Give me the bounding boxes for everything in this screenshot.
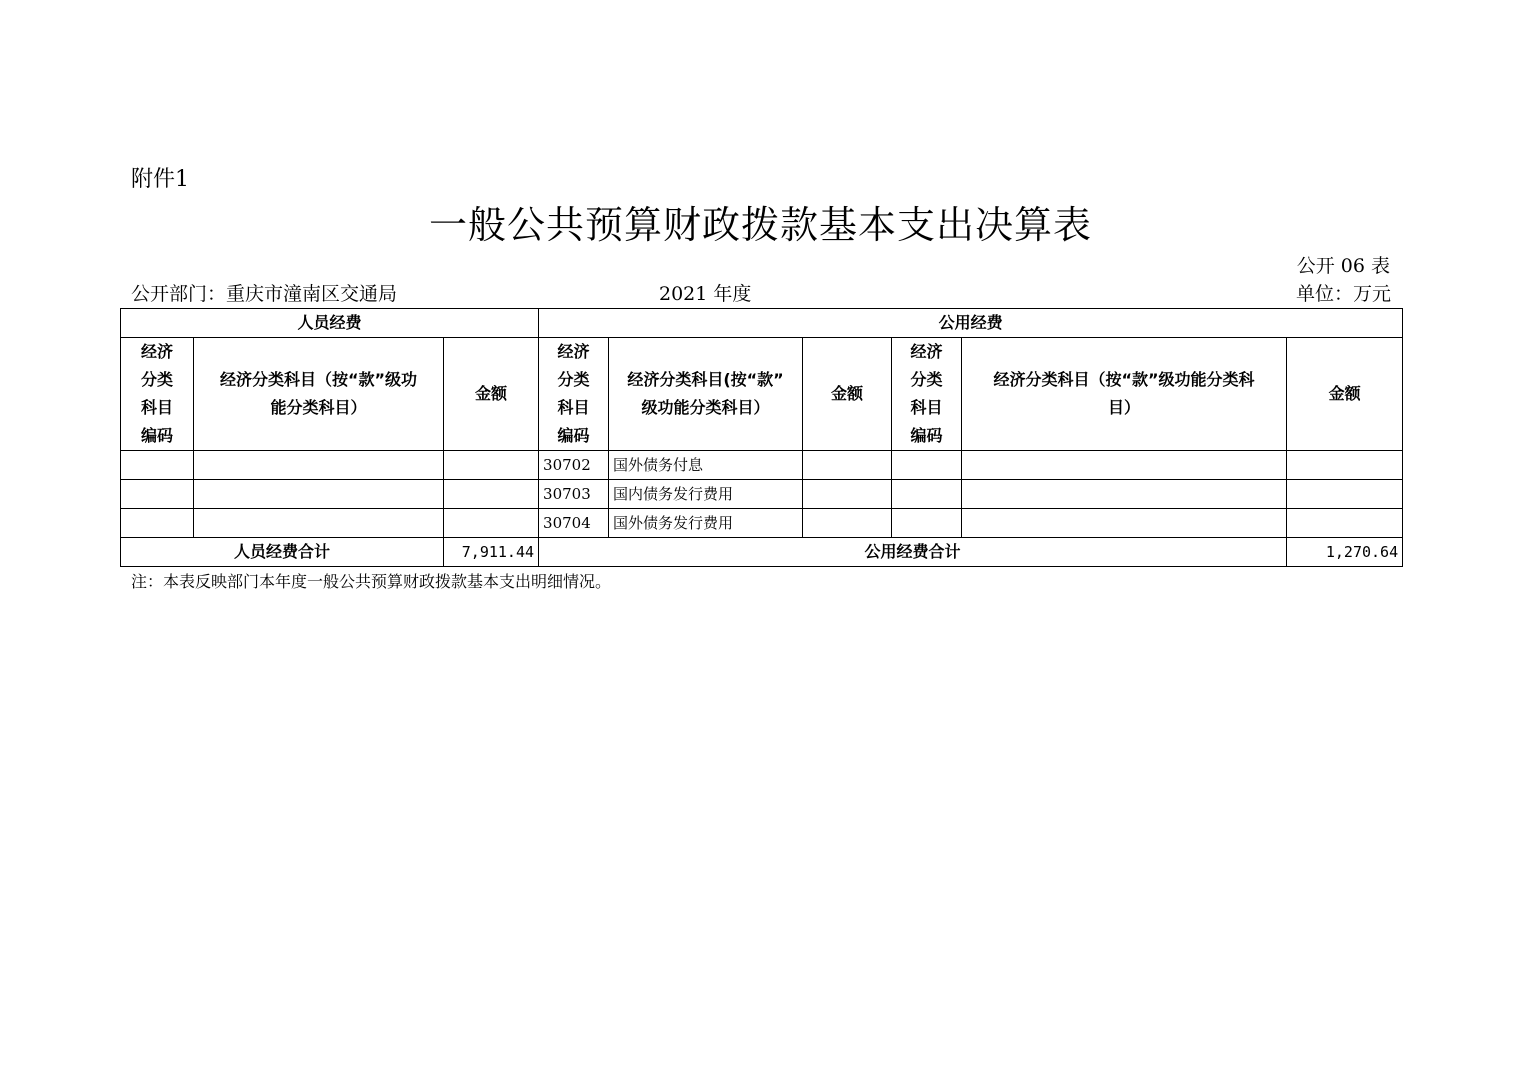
row-name: 国外债务发行费用	[609, 509, 803, 538]
public-total-value: 1,270.64	[1287, 538, 1403, 567]
empty-cell	[803, 451, 892, 480]
col-name-header: 经济分类科目（按“款”级功能分类科 目）	[962, 338, 1287, 451]
col-name-header: 经济分类科目(按“款” 级功能分类科目）	[609, 338, 803, 451]
empty-cell	[962, 480, 1287, 509]
department-label: 公开部门：重庆市潼南区交通局	[131, 283, 398, 305]
empty-cell	[121, 451, 194, 480]
col-amount-header: 金额	[1287, 338, 1403, 451]
row-name: 国内债务发行费用	[609, 480, 803, 509]
empty-cell	[892, 451, 962, 480]
col-amount-header: 金额	[803, 338, 892, 451]
empty-cell	[803, 480, 892, 509]
empty-cell	[121, 480, 194, 509]
table-row	[121, 509, 1403, 538]
empty-cell	[892, 480, 962, 509]
row-code: 30703	[539, 480, 609, 509]
col-code-header: 经济 分类 科目 编码	[539, 338, 609, 451]
empty-cell	[444, 451, 539, 480]
form-number: 公开 06 表	[1296, 255, 1390, 277]
row-code: 30704	[539, 509, 609, 538]
row-name: 国外债务付息	[609, 451, 803, 480]
empty-cell	[194, 480, 444, 509]
empty-cell	[1287, 480, 1403, 509]
empty-cell	[1287, 509, 1403, 538]
public-total-label: 公用经费合计	[539, 538, 1287, 567]
total-row	[121, 538, 1403, 567]
empty-cell	[121, 509, 194, 538]
table-row	[121, 480, 1403, 509]
page-title: 一般公共预算财政拨款基本支出决算表	[428, 203, 1092, 247]
personnel-total-label: 人员经费合计	[121, 538, 444, 567]
empty-cell	[194, 509, 444, 538]
col-amount-header: 金额	[444, 338, 539, 451]
empty-cell	[444, 480, 539, 509]
empty-cell	[803, 509, 892, 538]
column-header-row	[121, 338, 1403, 451]
empty-cell	[962, 451, 1287, 480]
table-row	[121, 451, 1403, 480]
col-name-header: 经济分类科目（按“款”级功 能分类科目）	[194, 338, 444, 451]
group-personnel-header: 人员经费	[121, 309, 539, 338]
empty-cell	[444, 509, 539, 538]
year-label: 2021 年度	[659, 283, 752, 305]
row-code: 30702	[539, 451, 609, 480]
attachment-label: 附件1	[131, 167, 189, 192]
group-public-header: 公用经费	[539, 309, 1403, 338]
empty-cell	[1287, 451, 1403, 480]
personnel-total-value: 7,911.44	[444, 538, 539, 567]
unit-label: 单位：万元	[1295, 283, 1391, 305]
budget-table	[120, 308, 1403, 567]
meta-row	[131, 281, 1391, 307]
col-code-header: 经济 分类 科目 编码	[892, 338, 962, 451]
footnote: 注：本表反映部门本年度一般公共预算财政拨款基本支出明细情况。	[131, 572, 612, 591]
col-code-header: 经济 分类 科目 编码	[121, 338, 194, 451]
empty-cell	[892, 509, 962, 538]
empty-cell	[194, 451, 444, 480]
group-header-row	[121, 309, 1403, 338]
empty-cell	[962, 509, 1287, 538]
